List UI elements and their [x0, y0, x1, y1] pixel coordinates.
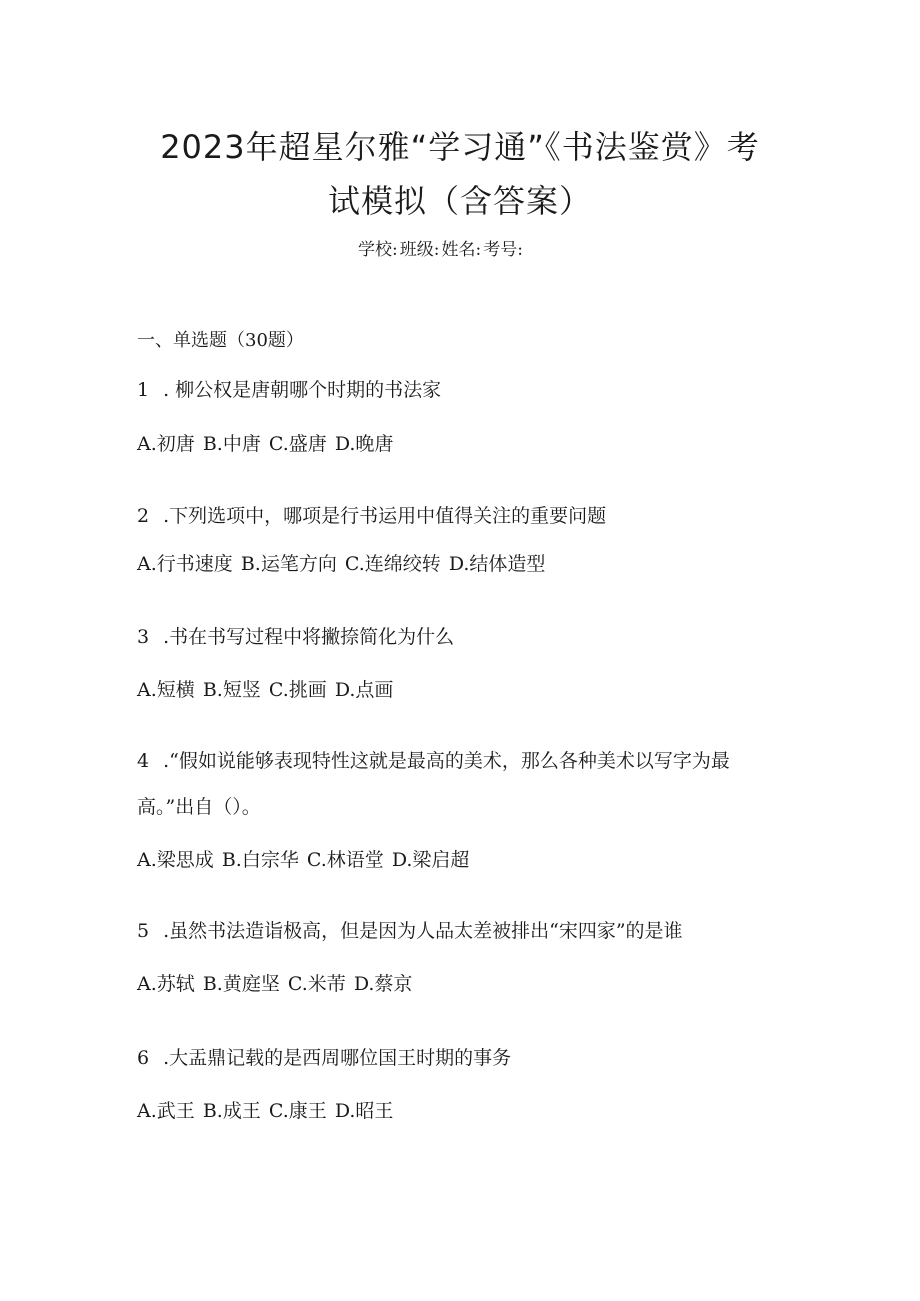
option-d: D.蔡京	[353, 973, 413, 995]
question-1	[137, 377, 441, 403]
question-number: 2	[137, 505, 150, 527]
option-a: A.短横	[137, 679, 195, 701]
option-b: B.中唐	[202, 433, 261, 455]
option-b: B.白宗华	[221, 849, 299, 871]
question-number: 3	[137, 626, 150, 648]
question-2-options	[137, 551, 547, 577]
question-4-options	[137, 847, 471, 873]
option-b: B.成王	[202, 1100, 261, 1122]
class-label: 班级:	[399, 240, 440, 260]
section-heading: 一、单选题（30题）	[137, 330, 304, 351]
question-text: .大盂鼎记载的是西周哪位国王时期的事务	[163, 1047, 512, 1069]
option-a: A.梁思成	[137, 849, 214, 871]
option-c: C.林语堂	[306, 849, 384, 871]
question-number: 5	[137, 920, 150, 942]
name-label: 姓名:	[441, 240, 482, 260]
question-text: . 柳公权是唐朝哪个时期的书法家	[163, 379, 442, 401]
question-text: .下列选项中，哪项是行书运用中值得关注的重要问题	[163, 505, 607, 527]
question-text: .书在书写过程中将撇捺简化为什么	[163, 626, 455, 648]
option-c: C.挑画	[268, 679, 327, 701]
option-c: C.米芾	[287, 973, 346, 995]
option-c: C.盛唐	[268, 433, 327, 455]
title-line-2: 试模拟（含答案）	[327, 182, 592, 220]
option-a: A.初唐	[137, 433, 195, 455]
school-label: 学校:	[358, 240, 398, 260]
option-a: A.行书速度	[137, 553, 233, 575]
question-text: .虽然书法造诣极高，但是因为人品太差被排出“宋四家”的是谁	[163, 920, 683, 942]
option-d: D.点画	[334, 679, 394, 701]
option-d: D.晚唐	[334, 433, 394, 455]
question-3	[137, 624, 454, 650]
question-4	[137, 738, 787, 830]
exam-number-label: 考号:	[483, 240, 523, 260]
option-b: B.运笔方向	[240, 553, 337, 575]
question-6-options	[137, 1098, 395, 1124]
question-text: .“假如说能够表现特性这就是最高的美术，那么各种美术以写字为最高。”出自（）。	[137, 750, 730, 818]
question-number: 4	[137, 750, 150, 772]
option-d: D.结体造型	[448, 553, 546, 575]
question-2	[137, 503, 606, 529]
student-info-line	[358, 238, 525, 262]
question-5-options	[137, 971, 414, 997]
question-1-options	[137, 431, 395, 457]
question-number: 6	[137, 1047, 150, 1069]
option-a: A.苏轼	[137, 973, 195, 995]
option-c: C.康王	[268, 1100, 327, 1122]
question-number: 1	[137, 379, 150, 401]
title-line-1: 2023年超星尔雅“学习通”《书法鉴赏》考	[160, 128, 760, 166]
option-d: D.梁启超	[391, 849, 470, 871]
option-b: B.短竖	[202, 679, 261, 701]
question-6	[137, 1045, 511, 1071]
option-a: A.武王	[137, 1100, 195, 1122]
question-3-options	[137, 677, 395, 703]
option-c: C.连绵绞转	[344, 553, 441, 575]
option-d: D.昭王	[334, 1100, 394, 1122]
page-title	[120, 120, 800, 228]
option-b: B.黄庭坚	[202, 973, 280, 995]
question-5	[137, 918, 683, 944]
